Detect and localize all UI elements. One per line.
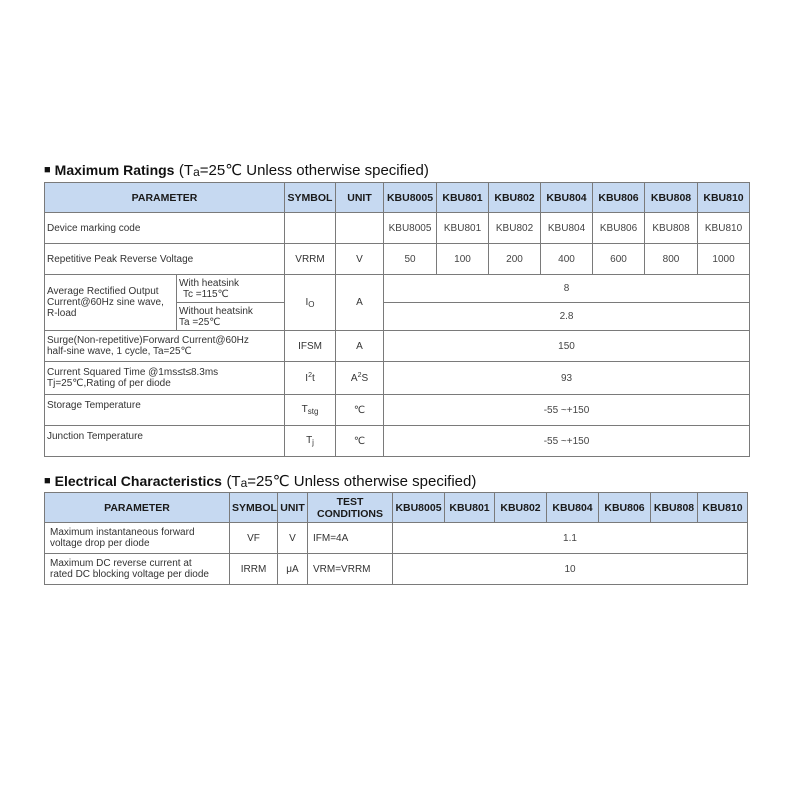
- unit-cell: V: [278, 523, 308, 554]
- value-cell: 1000: [698, 244, 750, 275]
- symbol-cell: [285, 213, 336, 244]
- table-header-row: [45, 183, 750, 213]
- header-model: KBU806: [599, 493, 651, 523]
- header-parameter: PARAMETER: [45, 183, 285, 213]
- maximum-ratings-heading: [44, 161, 429, 180]
- param-cell: Repetitive Peak Reverse Voltage: [45, 244, 285, 275]
- header-model: KBU806: [593, 183, 645, 213]
- condition-cell: VRM=VRRM: [308, 554, 393, 585]
- header-model: KBU804: [547, 493, 599, 523]
- condition-cell: IFM=4A: [308, 523, 393, 554]
- section-title: Maximum Ratings: [54, 162, 175, 178]
- header-parameter: PARAMETER: [45, 493, 230, 523]
- header-model: KBU802: [489, 183, 541, 213]
- table-row: [45, 426, 750, 457]
- value-cell: 2.8: [384, 303, 750, 331]
- unit-cell: V: [336, 244, 384, 275]
- value-cell: 100: [437, 244, 489, 275]
- header-test-conditions: TEST CONDITIONS: [308, 493, 393, 523]
- section-title: Electrical Characteristics: [54, 473, 222, 489]
- section-condition: ($T_a=25℃$ Unless otherwise specified): [178, 162, 429, 179]
- header-symbol: SYMBOL: [285, 183, 336, 213]
- header-symbol: SYMBOL: [230, 493, 278, 523]
- header-model: KBU808: [651, 493, 698, 523]
- value-cell: -55 ~+150: [384, 395, 750, 426]
- table-row: [45, 331, 750, 362]
- table-row: [45, 362, 750, 395]
- table-row: [45, 275, 750, 303]
- electrical-characteristics-heading: [44, 472, 476, 491]
- symbol-cell: VF: [230, 523, 278, 554]
- maximum-ratings-table: [44, 182, 750, 457]
- param-cell: Junction Temperature: [45, 426, 285, 457]
- unit-cell: ℃: [336, 395, 384, 426]
- param-cell: Device marking code: [45, 213, 285, 244]
- header-unit: UNIT: [278, 493, 308, 523]
- symbol-cell: $T_{stg}$: [285, 395, 336, 426]
- header-model: KBU801: [445, 493, 495, 523]
- unit-cell: μA: [278, 554, 308, 585]
- value-cell: 93: [384, 362, 750, 395]
- symbol-cell: IFSM: [285, 331, 336, 362]
- bullet-square-icon: ■: [44, 475, 51, 487]
- table-header-row: [45, 493, 748, 523]
- table-row: [45, 213, 750, 244]
- electrical-characteristics-table: [44, 492, 748, 585]
- header-model: KBU808: [645, 183, 698, 213]
- table-row: [45, 395, 750, 426]
- value-cell: -55 ~+150: [384, 426, 750, 457]
- symbol-cell: IRRM: [230, 554, 278, 585]
- value-cell: 800: [645, 244, 698, 275]
- unit-cell: $A^2S$: [336, 362, 384, 395]
- marking-code: KBU801: [437, 213, 489, 244]
- marking-code: KBU802: [489, 213, 541, 244]
- symbol-cell: $T_j$: [285, 426, 336, 457]
- symbol-cell: VRRM: [285, 244, 336, 275]
- param-cell: Current Squared Time @1ms≤t≤8.3ms Tj=25℃,Rating of per diode: [45, 362, 285, 395]
- section-condition: ($T_a=25℃$ Unless otherwise specified): [226, 473, 477, 490]
- unit-cell: A: [336, 331, 384, 362]
- value-cell: 400: [541, 244, 593, 275]
- param-cell: Storage Temperature: [45, 395, 285, 426]
- sub-condition-cell: Without heatsink Ta =25℃: [177, 303, 285, 331]
- unit-cell: ℃: [336, 426, 384, 457]
- header-model: KBU804: [541, 183, 593, 213]
- header-model: KBU810: [698, 183, 750, 213]
- header-model: KBU8005: [384, 183, 437, 213]
- marking-code: KBU804: [541, 213, 593, 244]
- value-cell: 600: [593, 244, 645, 275]
- marking-code: KBU806: [593, 213, 645, 244]
- symbol-cell: $I_O$: [285, 275, 336, 331]
- marking-code: KBU810: [698, 213, 750, 244]
- marking-code: KBU8005: [384, 213, 437, 244]
- value-cell: 10: [393, 554, 748, 585]
- value-cell: 50: [384, 244, 437, 275]
- param-cell: Average Rectified Output Current@60Hz sine wave, R-load: [45, 275, 177, 331]
- symbol-cell: $I^2t$: [285, 362, 336, 395]
- param-cell: Surge(Non-repetitive)Forward Current@60Hz half-sine wave, 1 cycle, Ta=25℃: [45, 331, 285, 362]
- bullet-square-icon: ■: [44, 164, 51, 176]
- header-model: KBU8005: [393, 493, 445, 523]
- unit-cell: A: [336, 275, 384, 331]
- header-model: KBU802: [495, 493, 547, 523]
- marking-code: KBU808: [645, 213, 698, 244]
- unit-cell: [336, 213, 384, 244]
- param-cell: Maximum DC reverse current at rated DC blocking voltage per diode: [45, 554, 230, 585]
- table-row: [45, 244, 750, 275]
- table-row: [45, 554, 748, 585]
- table-row: [45, 523, 748, 554]
- header-unit: UNIT: [336, 183, 384, 213]
- value-cell: 200: [489, 244, 541, 275]
- value-cell: 8: [384, 275, 750, 303]
- value-cell: 150: [384, 331, 750, 362]
- header-model: KBU801: [437, 183, 489, 213]
- param-cell: Maximum instantaneous forward voltage drop per diode: [45, 523, 230, 554]
- value-cell: 1.1: [393, 523, 748, 554]
- header-model: KBU810: [698, 493, 748, 523]
- sub-condition-cell: With heatsink Tc =115℃: [177, 275, 285, 303]
